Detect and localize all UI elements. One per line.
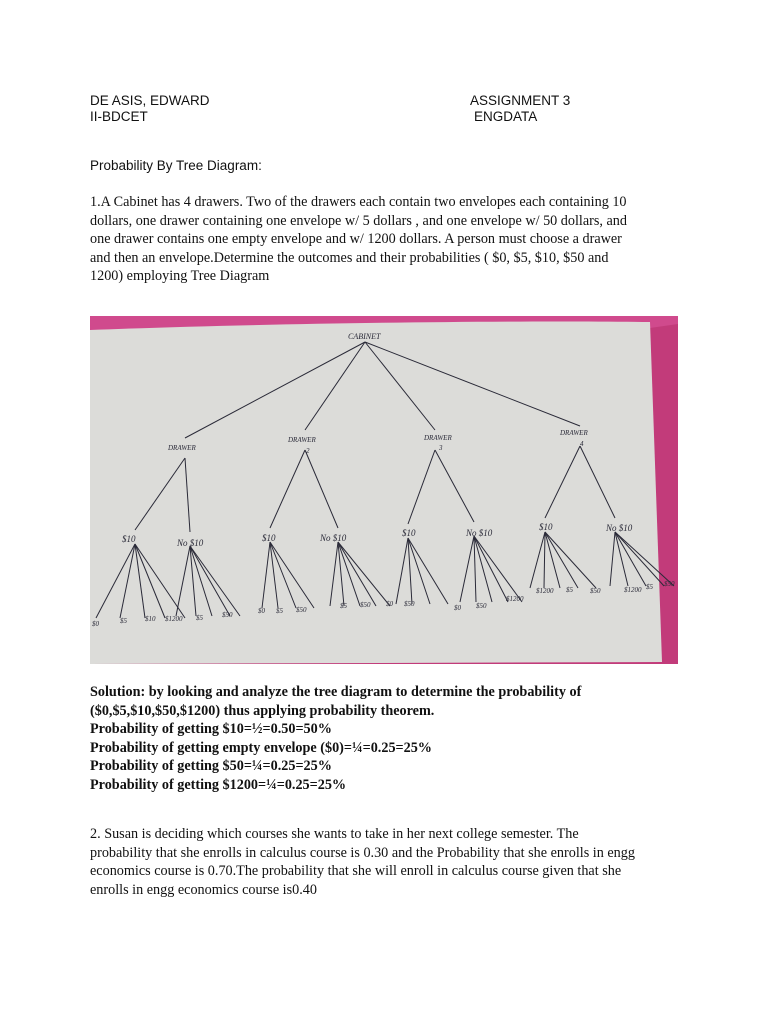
solution-block xyxy=(90,683,680,794)
leaf-label: $5 xyxy=(566,586,573,594)
leaf-label: $50 xyxy=(404,600,415,608)
leaf-label: $5 xyxy=(340,602,347,610)
leaf-label: $50 xyxy=(476,602,487,610)
tree-diagram-photo xyxy=(90,316,678,664)
problem-2-line: economics course is 0.70.The probability that she will enroll in calculus course given that she xyxy=(90,863,622,879)
course-code: ENGDATA xyxy=(474,109,538,124)
branch-label-yes: $10 xyxy=(122,534,136,544)
leaf-label: $50 xyxy=(664,580,675,588)
leaf-label: $5 xyxy=(276,607,283,615)
branch-label-yes: $10 xyxy=(262,533,276,543)
branch-label-no: No $10 xyxy=(466,528,493,538)
leaf-label: $50 xyxy=(360,601,371,609)
problem-1 xyxy=(90,193,670,286)
leaf-label: $50 xyxy=(590,587,601,595)
leaf-label: $10 xyxy=(145,615,156,623)
leaf-label: $1200 xyxy=(536,587,554,595)
leaf-label: $0 xyxy=(386,600,393,608)
leaf-label: $50 xyxy=(222,611,233,619)
solution-line: Solution: by looking and analyze the tree diagram to determine the probability of xyxy=(90,684,582,700)
leaf-label: $0 xyxy=(92,620,99,628)
leaf-label: $1200 xyxy=(624,586,642,594)
paper-sheet xyxy=(90,321,662,664)
leaf-label: $0 xyxy=(454,604,461,612)
leaf-label: $1200 xyxy=(165,615,183,623)
drawer-number: 3 xyxy=(439,444,443,452)
drawer-label: DRAWER xyxy=(424,434,452,442)
solution-line: ($0,$5,$10,$50,$1200) thus applying probability theorem. xyxy=(90,702,435,719)
probability-50: Probability of getting $50=¼=0.25=25% xyxy=(90,758,332,774)
section-heading: Probability By Tree Diagram: xyxy=(90,158,262,173)
drawer-label: DRAWER xyxy=(288,436,316,444)
branch-label-yes: $10 xyxy=(402,528,416,538)
student-section: II-BDCET xyxy=(90,109,148,124)
branch-label-no: No $10 xyxy=(320,533,347,543)
problem-2-line: probability that she enrolls in calculus course is 0.30 and the Probability that she enrolls in engg xyxy=(90,844,635,861)
drawer-label: DRAWER xyxy=(560,429,588,437)
problem-1-line: dollars, one drawer containing one envelope w/ 5 dollars , and one envelope w/ 50 dollars, and xyxy=(90,212,627,229)
leaf-label: $5 xyxy=(196,614,203,622)
probability-10: Probability of getting $10=½=0.50=50% xyxy=(90,721,332,737)
assignment-title: ASSIGNMENT 3 xyxy=(470,93,571,108)
student-name: DE ASIS, EDWARD xyxy=(90,93,210,108)
problem-2 xyxy=(90,825,680,899)
branch-label-no: No $10 xyxy=(177,538,204,548)
problem-2-line: enrolls in engg economics course is0.40 xyxy=(90,881,317,898)
leaf-label: $1200 xyxy=(506,595,524,603)
probability-1200: Probability of getting $1200=¼=0.25=25% xyxy=(90,776,347,793)
root-label: CABINET xyxy=(348,332,381,341)
drawer-label: DRAWER xyxy=(168,444,196,452)
branch-label-yes: $10 xyxy=(539,522,553,532)
problem-1-line: 1200) employing Tree Diagram xyxy=(90,268,270,284)
leaf-label: $5 xyxy=(120,617,127,625)
leaf-label: $50 xyxy=(296,606,307,614)
problem-1-line: and then an envelope.Determine the outcomes and their probabilities ( $0, $5, $10, $50 and xyxy=(90,249,609,266)
problem-1-line: 1.A Cabinet has 4 drawers. Two of the drawers each contain two envelopes each containing 10 xyxy=(90,194,627,210)
drawer-number: 2 xyxy=(306,447,310,455)
leaf-label: $0 xyxy=(258,607,265,615)
drawer-number: 4 xyxy=(580,440,584,448)
leaf-label: $5 xyxy=(646,583,653,591)
problem-1-line: one drawer contains one empty envelope and w/ 1200 dollars. A person must choose a drawer xyxy=(90,231,622,247)
probability-0: Probability of getting empty envelope ($0)=¼=0.25=25% xyxy=(90,739,432,756)
problem-2-line: 2. Susan is deciding which courses she wants to take in her next college semester. The xyxy=(90,826,579,842)
branch-label-no: No $10 xyxy=(606,523,633,533)
